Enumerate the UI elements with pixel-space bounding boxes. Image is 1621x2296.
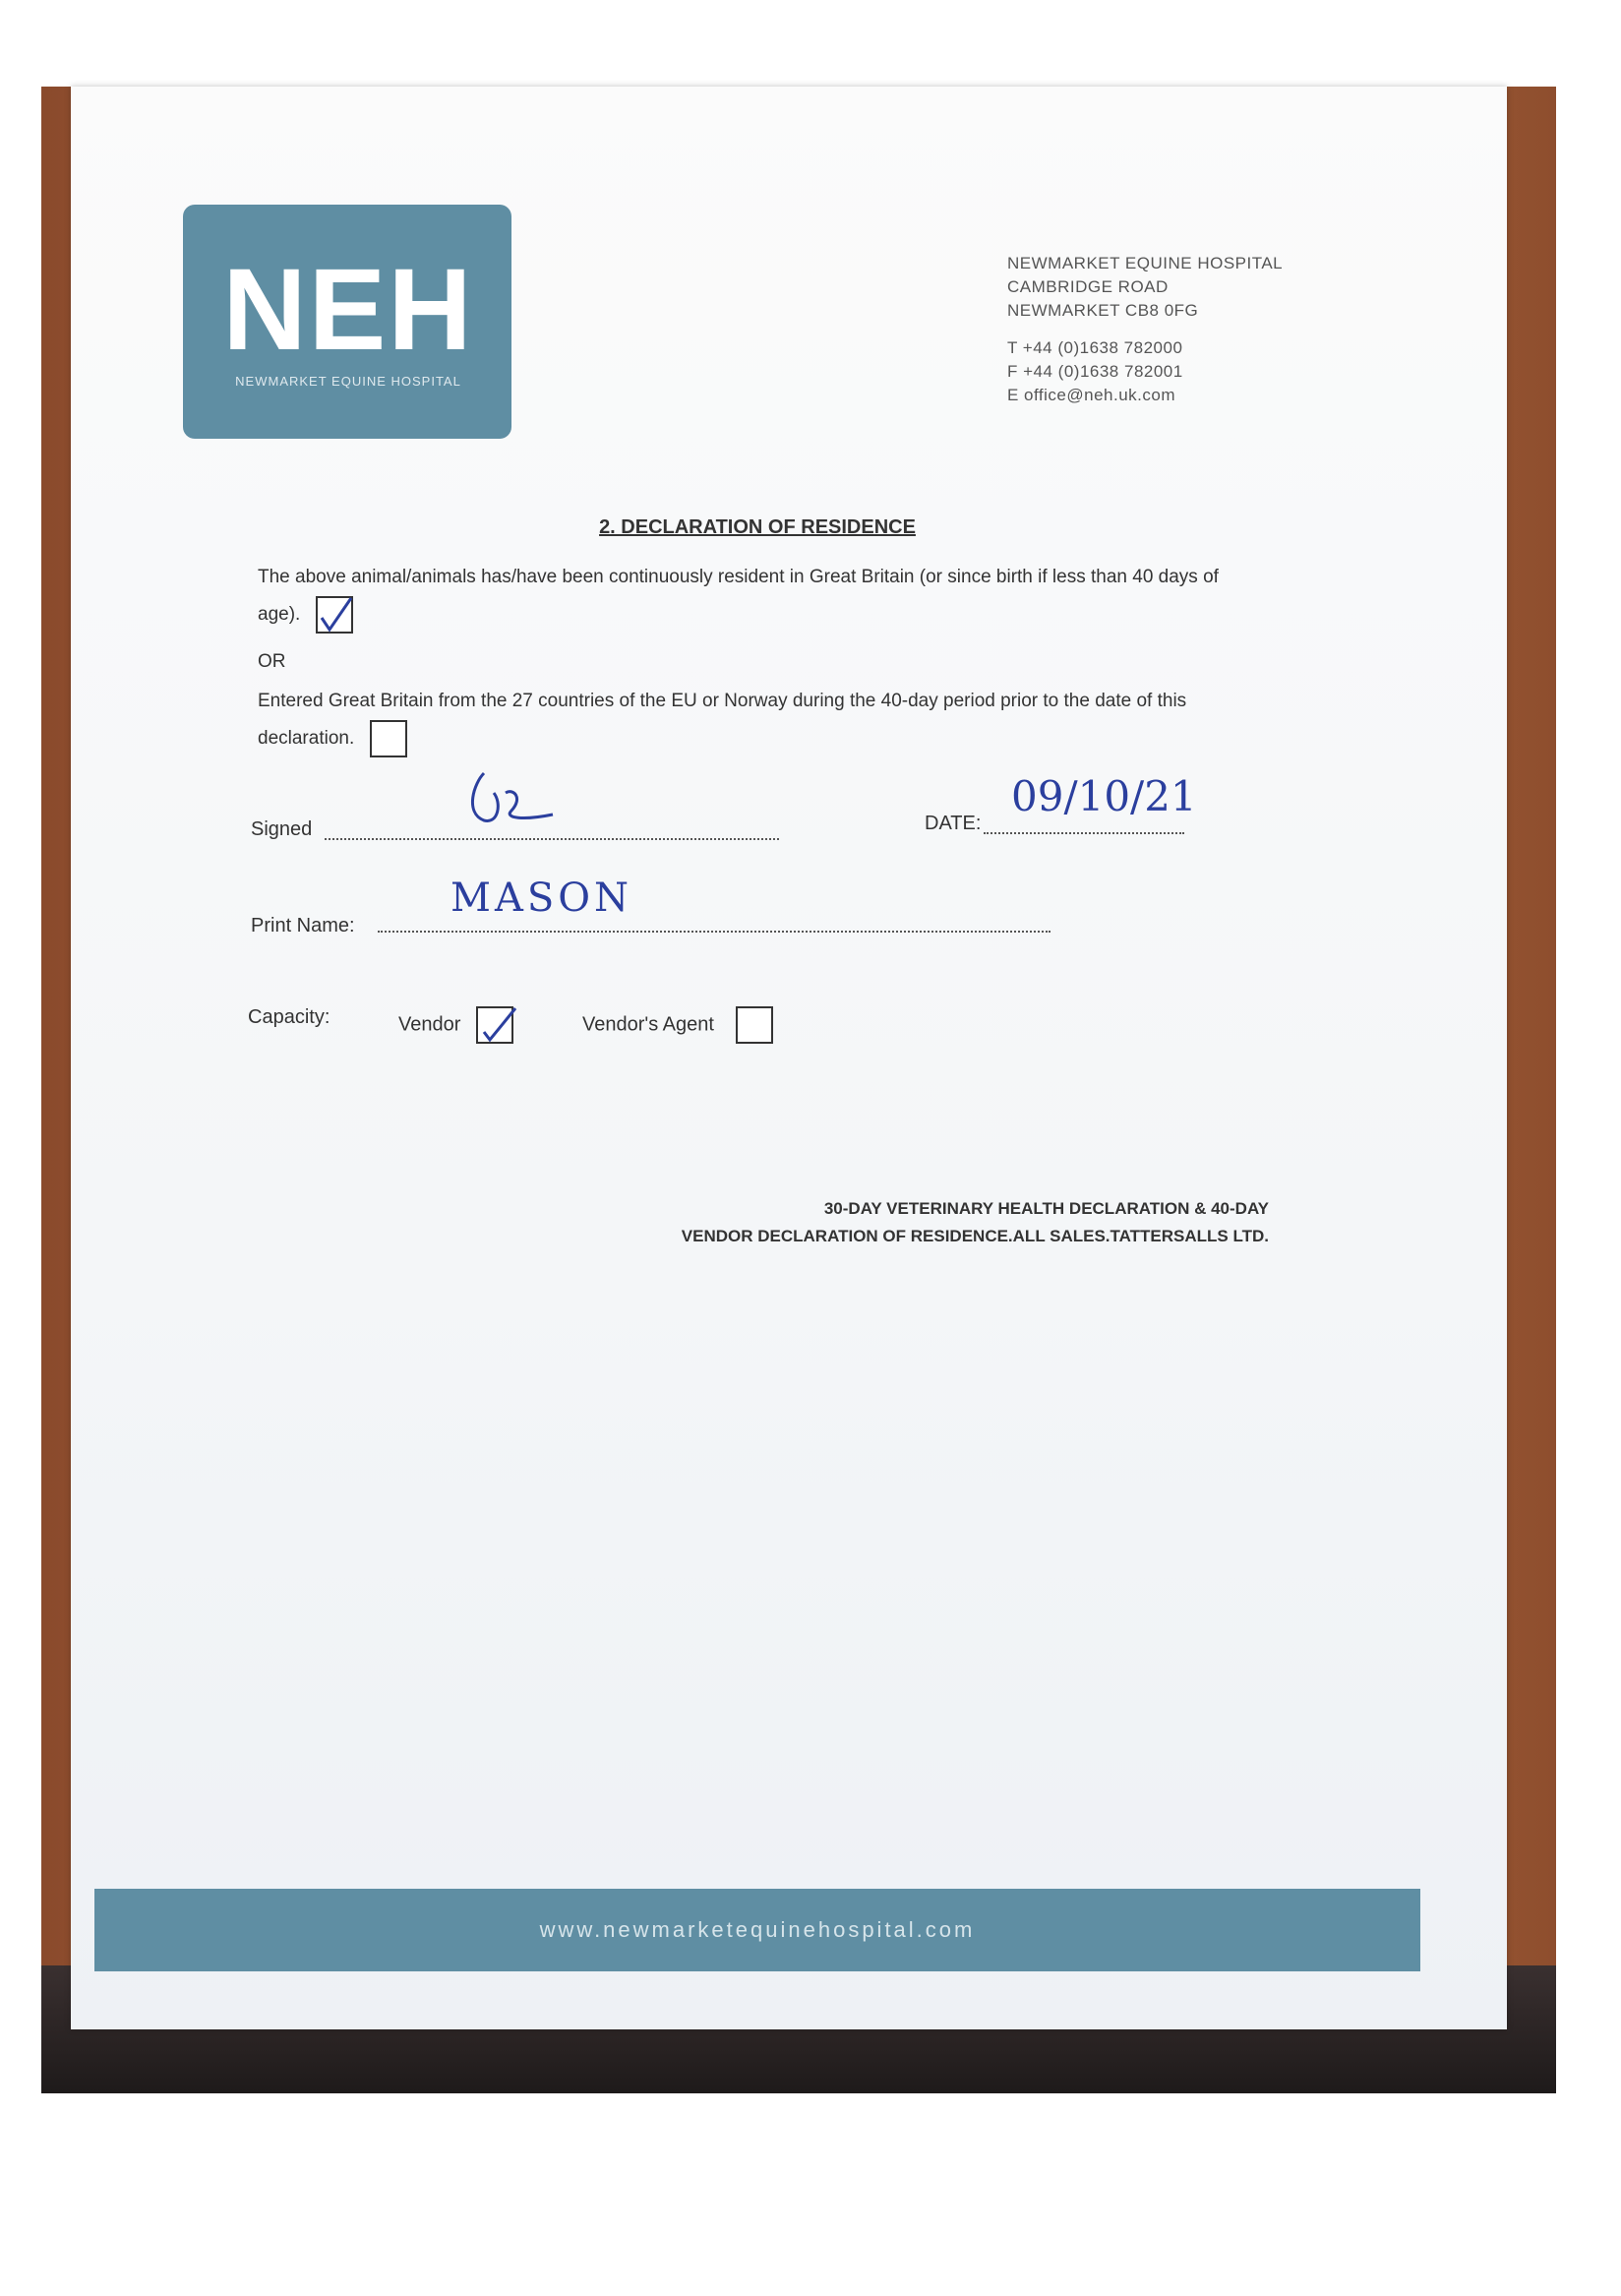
address-line: NEWMARKET CB8 0FG bbox=[1007, 301, 1199, 320]
print-name-label: Print Name: bbox=[251, 915, 355, 937]
date-label: DATE: bbox=[925, 813, 982, 834]
hospital-address bbox=[1007, 252, 1342, 407]
neh-logo bbox=[183, 205, 511, 439]
website-link[interactable]: www.newmarketequinehospital.com bbox=[539, 1917, 976, 1942]
form-reference bbox=[630, 1195, 1269, 1250]
form-reference-line: VENDOR DECLARATION OF RESIDENCE.ALL SALES.TATTERSALLS LTD. bbox=[681, 1227, 1269, 1245]
logo-subtitle: NEWMARKET EQUINE HOSPITAL bbox=[235, 374, 461, 389]
vendor-option bbox=[398, 1006, 513, 1044]
vendor-label: Vendor bbox=[398, 1013, 461, 1036]
option-2-text: Entered Great Britain from the 27 countries of the EU or Norway during the 40-day period prior to the date of this declaration. bbox=[258, 691, 1187, 750]
check-mark-icon bbox=[316, 592, 355, 635]
option-1-checkbox[interactable] bbox=[316, 596, 353, 634]
website-bar bbox=[94, 1889, 1420, 1971]
agent-label: Vendor's Agent bbox=[582, 1013, 714, 1036]
print-name-value: MASON bbox=[450, 876, 633, 921]
date-line bbox=[984, 832, 1184, 834]
section-heading: 2. DECLARATION OF RESIDENCE bbox=[599, 516, 916, 538]
agent-option bbox=[582, 1006, 773, 1044]
signature-icon bbox=[454, 763, 563, 842]
address-line: NEWMARKET EQUINE HOSPITAL bbox=[1007, 254, 1284, 272]
date-value: 09/10/21 bbox=[1011, 772, 1197, 820]
address-line: CAMBRIDGE ROAD bbox=[1007, 277, 1169, 296]
agent-checkbox[interactable] bbox=[736, 1006, 773, 1044]
option-2 bbox=[258, 683, 1261, 757]
print-name-line bbox=[378, 931, 1051, 933]
email: E office@neh.uk.com bbox=[1007, 386, 1176, 404]
fax: F +44 (0)1638 782001 bbox=[1007, 362, 1183, 381]
check-mark-icon bbox=[476, 1002, 519, 1046]
signed-label: Signed bbox=[251, 818, 313, 840]
or-separator: OR bbox=[258, 651, 286, 672]
logo-mark: NEH bbox=[222, 245, 474, 375]
option-1 bbox=[258, 559, 1261, 634]
vendor-checkbox[interactable] bbox=[476, 1006, 513, 1044]
form-reference-line: 30-DAY VETERINARY HEALTH DECLARATION & 40-DAY bbox=[823, 1199, 1269, 1218]
option-1-text: The above animal/animals has/have been continuously resident in Great Britain (or since birth if less than 40 days of age). bbox=[258, 567, 1219, 626]
capacity-label: Capacity: bbox=[248, 1006, 330, 1028]
option-2-checkbox[interactable] bbox=[370, 720, 407, 757]
phone: T +44 (0)1638 782000 bbox=[1007, 338, 1183, 357]
